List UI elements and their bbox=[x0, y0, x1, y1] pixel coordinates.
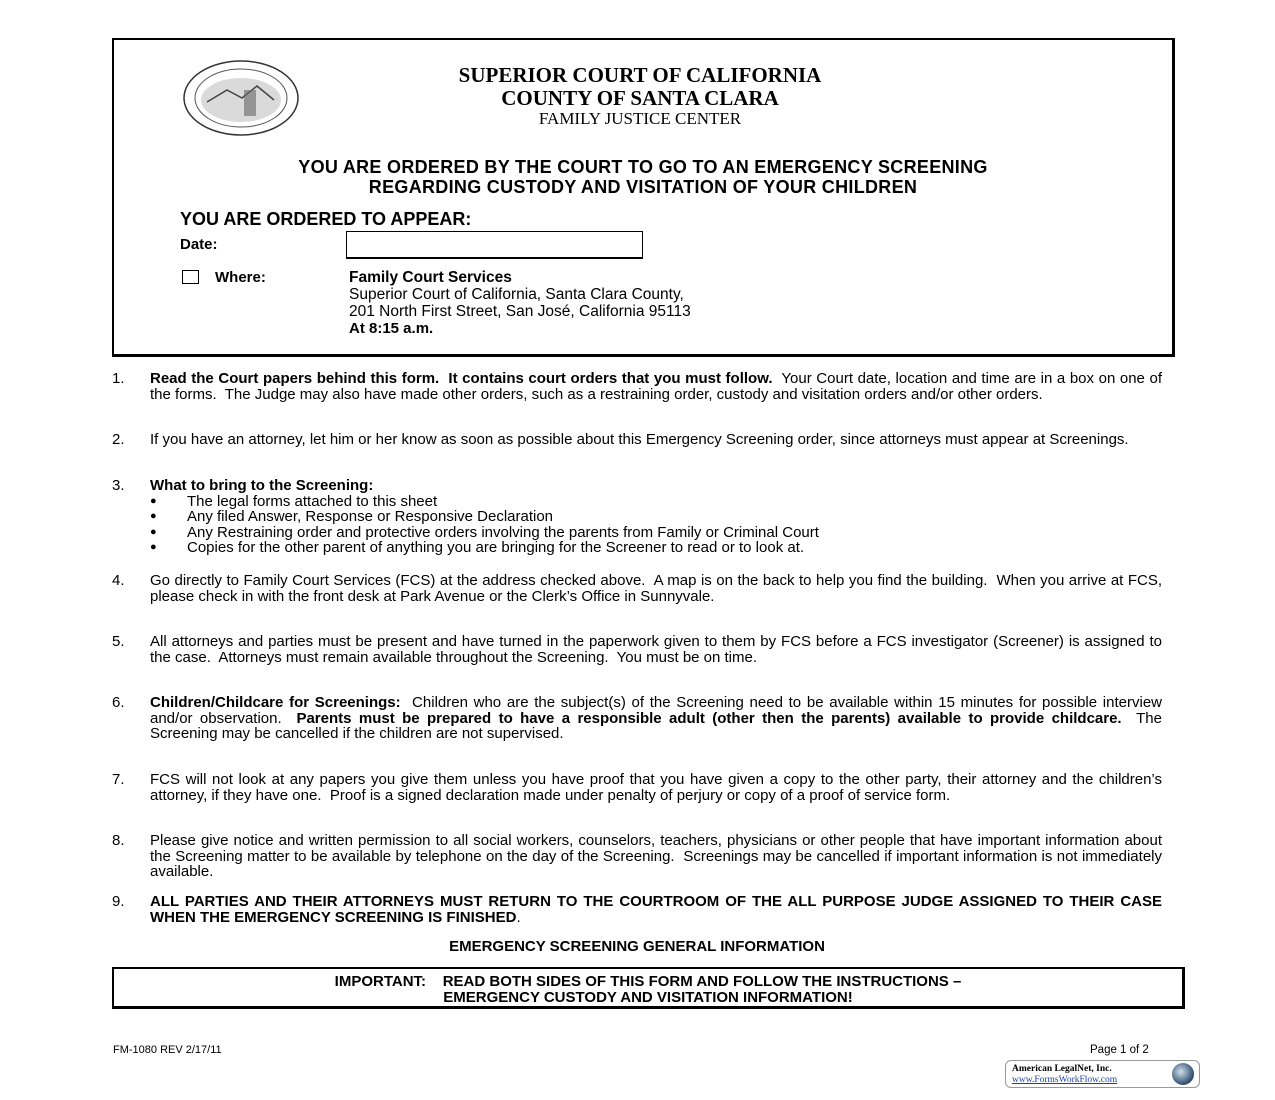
bullet-text: The legal forms attached to this sheet bbox=[187, 492, 438, 510]
bullet-icon: ● bbox=[150, 525, 157, 538]
county-title: COUNTY OF SANTA CLARA bbox=[501, 86, 779, 110]
bold-text: Parents must be prepared to have a responsible adult (other then the parents) available to provide childcare. bbox=[296, 709, 1122, 727]
address-name: Family Court Services bbox=[349, 269, 512, 286]
address-line1: Superior Court of California, Santa Clara County, bbox=[349, 286, 684, 303]
general-info-heading: EMERGENCY SCREENING GENERAL INFORMATION bbox=[449, 938, 825, 955]
text: FCS will not look at any papers you give them unless you have proof that you have given a copy to the other party, their attorney and the children’s attorney, if they have one. Proof is a signed declaration made under penalty of perjury or copy of a proof of service form. bbox=[150, 771, 1167, 804]
publisher-name: American LegalNet, Inc. bbox=[1012, 1064, 1112, 1074]
text: Go directly to Family Court Services (FCS) at the address checked above. A map is on the back to help you find the building. When you arrive at FCS, please check in with the front desk at Park Avenue or the Clerk’s Office in Sunnyvale. bbox=[150, 572, 1167, 605]
bullet-text: Any filed Answer, Response or Responsive Declaration bbox=[187, 508, 554, 526]
text: If you have an attorney, let him or her know as soon as possible about this Emergency Screening order, since attorneys must appear at Screenings. bbox=[150, 431, 1129, 448]
item-number: 5. bbox=[112, 633, 125, 650]
bullet-item bbox=[150, 494, 1162, 510]
center-title: FAMILY JUSTICE CENTER bbox=[538, 109, 742, 128]
text: The Screening may be cancelled if the children are not supervised. bbox=[150, 709, 1167, 743]
bullet-icon: ● bbox=[150, 510, 157, 523]
order-heading-line2: REGARDING CUSTODY AND VISITATION OF YOUR CHILDREN bbox=[368, 177, 918, 197]
bullet-text: Copies for the other parent of anything you are bringing for the Screener to read or to look at. bbox=[187, 539, 805, 557]
form-id: FM-1080 REV 2/17/11 bbox=[113, 1044, 222, 1056]
item-text bbox=[150, 370, 1167, 403]
bold-text: Children/Childcare for Screenings: bbox=[150, 694, 401, 711]
list-item bbox=[112, 478, 1162, 556]
item-number: 4. bbox=[112, 572, 125, 589]
address-time: At 8:15 a.m. bbox=[349, 320, 434, 337]
bold-text: ALL PARTIES AND THEIR ATTORNEYS MUST RETURN TO THE COURTROOM OF THE ALL PURPOSE JUDGE ASSIGNED TO THEIR CASE WHEN THE EMERGENCY SCREENING IS FINISHED bbox=[150, 893, 1167, 926]
date-label: Date: bbox=[180, 236, 218, 253]
court-title: SUPERIOR COURT OF CALIFORNIA bbox=[458, 63, 822, 87]
important-line1: IMPORTANT: READ BOTH SIDES OF THIS FORM AND FOLLOW THE INSTRUCTIONS – bbox=[334, 973, 962, 990]
item-number: 3. bbox=[112, 477, 125, 494]
list-item bbox=[112, 432, 1162, 448]
item-text bbox=[150, 832, 1167, 881]
text: Please give notice and written permission to all social workers, counselors, teachers, physicians or other people that have important information about the Screening matter to be available by telephone on the day of the Screening. Screenings may be cancelled if important information is not immediately available. bbox=[150, 832, 1167, 881]
item-text bbox=[150, 694, 1167, 743]
list-item bbox=[112, 633, 1167, 666]
text: Children who are the subject(s) of the Screening need to be available within 15 minutes for possible interview and/or observation. bbox=[150, 694, 1167, 727]
item-number: 1. bbox=[112, 370, 125, 387]
text: Your Court date, location and time are in a box on one of the forms. The Judge may also have made other orders, such as a restraining order, custody and visitation orders and/or other orders. bbox=[150, 370, 1167, 403]
address-line2: 201 North First Street, San José, California 95113 bbox=[349, 303, 691, 320]
bullet-item bbox=[150, 540, 1162, 556]
globe-icon bbox=[1172, 1063, 1194, 1085]
item-text bbox=[150, 432, 1162, 448]
list-item bbox=[112, 893, 1167, 926]
bold-text: What to bring to the Screening: bbox=[150, 477, 374, 494]
california-seal-logo bbox=[182, 60, 300, 136]
publisher-link[interactable]: www.FormsWorkFlow.com bbox=[1012, 1075, 1118, 1085]
item-number: 9. bbox=[112, 893, 125, 910]
bullet-item bbox=[150, 525, 1162, 541]
item-number: 8. bbox=[112, 832, 125, 849]
important-line2: EMERGENCY CUSTODY AND VISITATION INFORMATION! bbox=[443, 988, 853, 1006]
item-text bbox=[150, 633, 1167, 666]
where-label: Where: bbox=[215, 269, 266, 286]
page-number: Page 1 of 2 bbox=[1090, 1044, 1149, 1056]
item-text bbox=[150, 572, 1167, 605]
bullet-icon: ● bbox=[150, 494, 157, 507]
text: . bbox=[516, 908, 521, 926]
list-item bbox=[112, 694, 1167, 743]
list-item bbox=[112, 572, 1167, 605]
important-notice-box bbox=[112, 967, 1185, 1009]
item-text bbox=[150, 771, 1167, 804]
appear-heading: YOU ARE ORDERED TO APPEAR: bbox=[180, 209, 472, 229]
list-item bbox=[112, 771, 1167, 804]
item-number: 7. bbox=[112, 771, 125, 788]
bullet-item bbox=[150, 509, 1162, 525]
where-checkbox[interactable] bbox=[182, 270, 199, 284]
order-heading-line1: YOU ARE ORDERED BY THE COURT TO GO TO AN EMERGENCY SCREENING bbox=[298, 157, 988, 177]
date-field[interactable] bbox=[346, 231, 643, 259]
bullet-text: Any Restraining order and protective orders involving the parents from Family or Criminal Court bbox=[187, 523, 819, 541]
item-text bbox=[150, 478, 1162, 556]
item-number: 2. bbox=[112, 431, 125, 448]
list-item bbox=[112, 832, 1167, 881]
bold-text: Read the Court papers behind this form. It contains court orders that you must follow. bbox=[150, 370, 773, 387]
bullet-icon: ● bbox=[150, 541, 157, 554]
text: All attorneys and parties must be present and have turned in the paperwork given to them by FCS before a FCS investigator (Screener) is assigned to the case. Attorneys must remain available throughout the Screening. You must be on time. bbox=[150, 633, 1167, 666]
item-text bbox=[150, 893, 1167, 926]
list-item bbox=[112, 370, 1167, 403]
publisher-logo[interactable] bbox=[1005, 1060, 1200, 1088]
item-number: 6. bbox=[112, 694, 125, 711]
